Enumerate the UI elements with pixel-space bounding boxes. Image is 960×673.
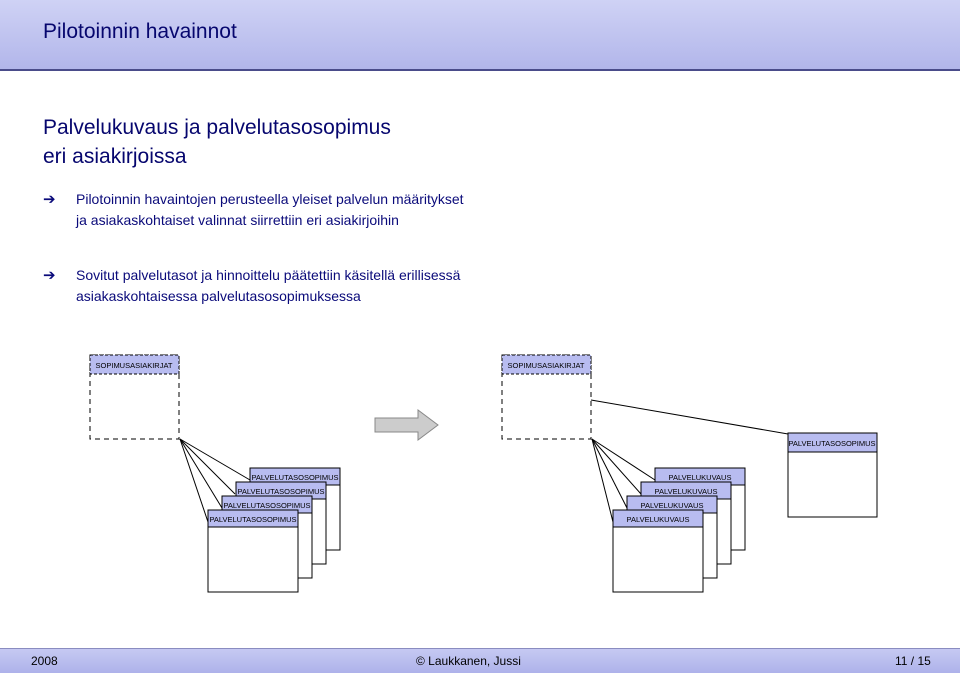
footer-page-number: 11 / 15 xyxy=(895,654,931,668)
left-stack-label: PALVELUTASOSOPIMUS xyxy=(209,515,297,524)
left-stack-label: PALVELUTASOSOPIMUS xyxy=(223,501,311,510)
footer-author: © Laukkanen, Jussi xyxy=(416,654,521,668)
right-stack-label: PALVELUKUVAUS xyxy=(640,501,704,510)
right-stack-label: PALVELUKUVAUS xyxy=(626,515,690,524)
bullet-1-text: Pilotoinnin havaintojen perusteella yleiset palvelun määritykset ja asiakaskohtaiset valinnat siirrettiin eri asiakirjoihin xyxy=(76,191,464,228)
left-link-line xyxy=(180,439,208,522)
slide-footer xyxy=(0,648,960,673)
left-link-line xyxy=(180,439,222,508)
right-link-line xyxy=(592,439,627,508)
arrow-right-icon: ➔ xyxy=(43,267,56,284)
left-stack-label: PALVELUTASOSOPIMUS xyxy=(251,473,339,482)
right-document-stack xyxy=(613,468,745,592)
transform-arrow-icon xyxy=(375,410,438,440)
right-sla-label: PALVELUTASOSOPIMUS xyxy=(788,439,876,448)
bullet-2-text: Sovitut palvelutasot ja hinnoittelu päätettiin käsitellä erillisessä asiakaskohtaisessa palvelutasosopimuksessa xyxy=(76,267,461,304)
right-sla-link-line xyxy=(591,400,788,434)
subtitle-line-2: eri asiakirjoissa xyxy=(43,145,187,168)
right-container-label: SOPIMUSASIAKIRJAT xyxy=(507,361,585,370)
arrow-right-icon: ➔ xyxy=(43,191,56,208)
right-stack-label: PALVELUKUVAUS xyxy=(668,473,732,482)
left-stack-label: PALVELUTASOSOPIMUS xyxy=(237,487,325,496)
right-stack-label: PALVELUKUVAUS xyxy=(654,487,718,496)
footer-year: 2008 xyxy=(31,654,58,668)
slide-title: Pilotoinnin havainnot xyxy=(43,20,237,43)
subtitle-line-1: Palvelukuvaus ja palvelutasosopimus xyxy=(43,116,391,139)
left-container-label: SOPIMUSASIAKIRJAT xyxy=(95,361,173,370)
